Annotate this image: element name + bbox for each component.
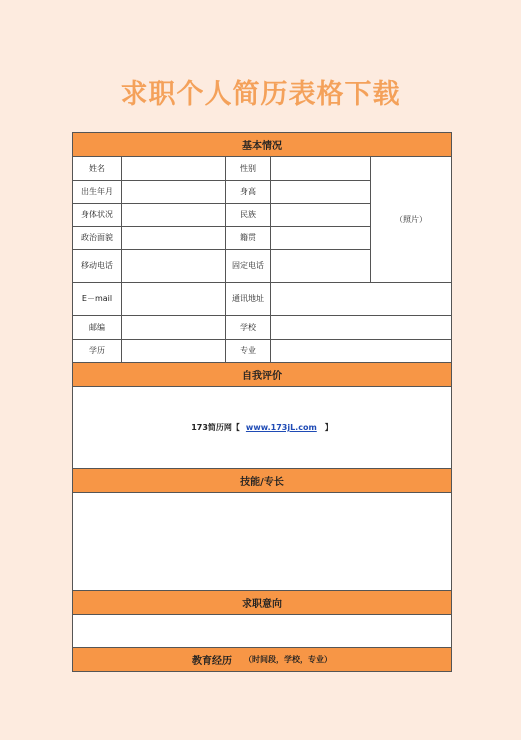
site-prefix: 173简历网【 [191,423,240,432]
field-postcode[interactable] [122,316,226,340]
field-major[interactable] [271,340,451,362]
section-objective [73,591,451,615]
label-health: 身体状况 [73,204,122,227]
self-eval-box[interactable] [73,387,451,469]
section-basic-info [73,133,451,157]
field-height[interactable] [271,181,371,204]
objective-box[interactable] [73,615,451,648]
label-address: 通讯地址 [226,283,271,316]
label-origin: 籍贯 [226,227,271,250]
section-education-subtitle: （时间段，学校，专业） [244,655,332,664]
skills-box[interactable] [73,493,451,591]
section-education-title: 教育经历 [192,656,232,667]
label-politics: 政治面貌 [73,227,122,250]
label-gender: 性别 [226,157,271,181]
field-landline[interactable] [271,250,371,283]
field-name[interactable] [122,157,226,181]
photo-placeholder: （照片） [395,214,427,224]
label-landline: 固定电话 [226,250,271,283]
field-health[interactable] [122,204,226,227]
label-name: 姓名 [73,157,122,181]
label-major: 专业 [226,340,271,362]
field-degree[interactable] [122,340,226,362]
label-birth: 出生年月 [73,181,122,204]
resume-table [72,132,452,672]
field-ethnicity[interactable] [271,204,371,227]
section-basic-info-title: 基本情况 [242,141,282,152]
field-school[interactable] [271,316,451,340]
field-politics[interactable] [122,227,226,250]
label-ethnicity: 民族 [226,204,271,227]
field-mobile[interactable] [122,250,226,283]
section-self-eval [73,363,451,387]
section-skills-title: 技能/专长 [240,477,284,488]
basic-info-grid [73,157,451,363]
field-address[interactable] [271,283,451,316]
field-gender[interactable] [271,157,371,181]
label-email: E－mail [73,283,122,316]
label-height: 身高 [226,181,271,204]
section-education [73,648,451,671]
site-link[interactable]: www.173jL.com [245,423,317,432]
section-self-eval-title: 自我评价 [242,371,282,382]
site-suffix: 】 [324,423,333,432]
section-skills [73,469,451,493]
label-school: 学校 [226,316,271,340]
label-mobile: 移动电话 [73,250,122,283]
field-birth[interactable] [122,181,226,204]
field-origin[interactable] [271,227,371,250]
photo-box[interactable] [371,157,451,283]
label-postcode: 邮编 [73,316,122,340]
field-email[interactable] [122,283,226,316]
page-title: 求职个人简历表格下载 [120,79,401,110]
label-degree: 学历 [73,340,122,362]
section-objective-title: 求职意向 [242,599,282,610]
